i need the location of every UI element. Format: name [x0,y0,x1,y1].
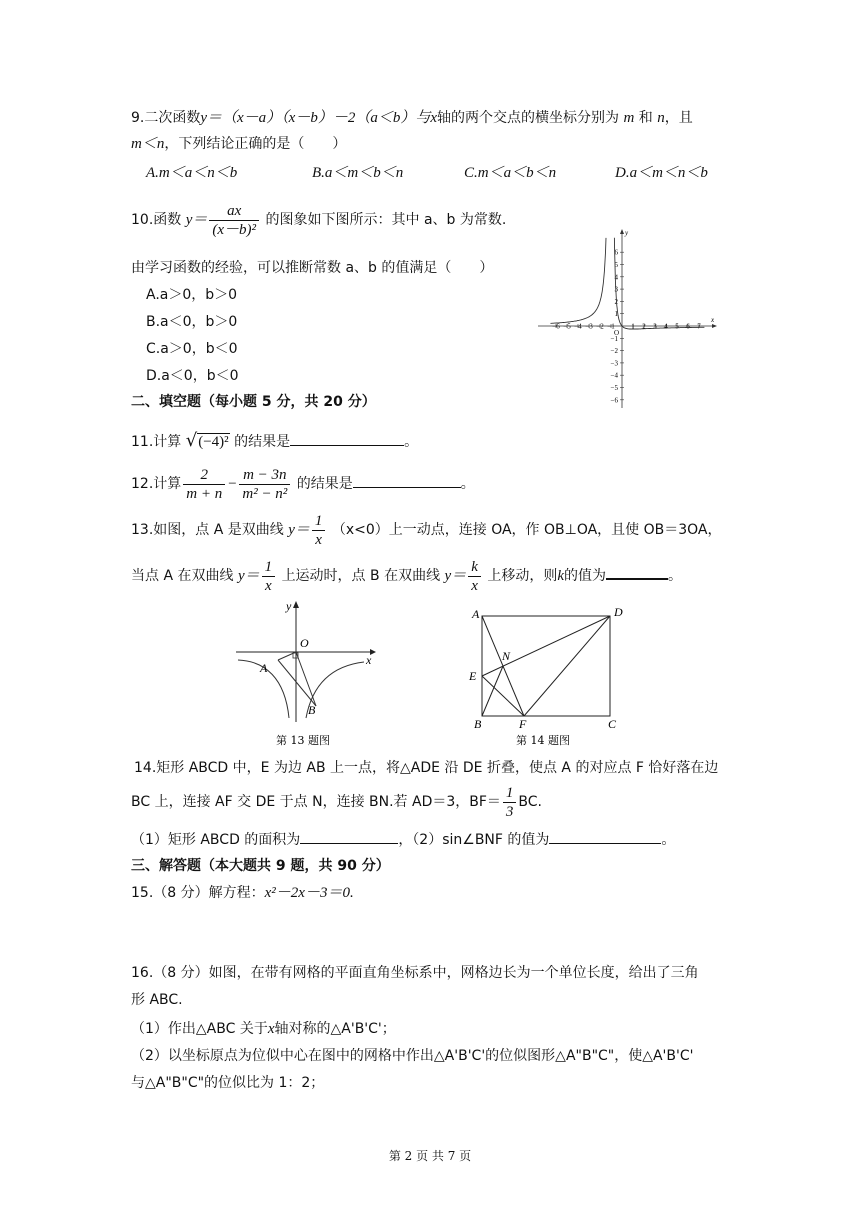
section-3-heading: 三、解答题（本大题共 9 题，共 90 分） [131,858,390,874]
q14-label-b: B [474,717,482,731]
q9-function: y＝（x－a）（x－b）－2（a＜b）与 [200,110,431,126]
q10-denominator: (x－b)² [212,221,257,238]
q16-line5: 与△A"B"C"的位似比为 1：2； [131,1075,325,1091]
q10-curve-left [551,238,607,324]
q9-line2 [131,134,346,154]
q13-fraction-1 [312,512,326,549]
q13-f1-den: x [315,531,322,548]
q15-line [131,883,354,903]
q10-x-arrow-icon [712,324,717,328]
q14-line2 [131,780,542,824]
q13-text2: （x<0）上一动点，连接 OA，作 OB⊥OA，且使 OB＝3OA， [331,522,722,538]
q12-fraction-1 [183,466,225,503]
q14-end: 。 [661,832,676,848]
q10-x-tick-label: −3 [585,322,593,331]
q13-label-x: x [366,653,372,667]
q12-minus: − [227,476,238,492]
q14-segment-ef [482,676,524,716]
q14-line1: 14.矩形 ABCD 中，E 为边 AB 上一点，将△ADE 沿 DE 折叠，使点 A 的对应点 F 恰好落在边 [134,760,719,776]
q13-f2-num: 1 [262,558,276,577]
q12-end: 。 [460,476,475,492]
q9-x: x [430,110,438,126]
q10-fraction [209,202,259,239]
q11-prefix: 11.计算 [131,434,182,450]
q10-option-b: B.a＜0，b＞0 [146,314,238,330]
q13-f1-num: 1 [312,512,326,531]
q13-fraction-3 [468,558,481,595]
q14-part1: （1）矩形 ABCD 的面积为 [131,832,301,848]
q10-y-tick-label: 3 [614,285,618,294]
q14-label-e: E [469,669,477,683]
q10-x-label: x [711,316,715,324]
q10-y-tick-label: 5 [614,261,618,269]
q13-line2 [131,554,682,598]
q10-graph [534,226,724,412]
q10-y-tick-label: −3 [610,359,618,368]
section-2-heading: 二、填空题（每小题 5 分，共 20 分） [131,394,376,410]
q12-line [131,462,475,506]
q10-prefix: 10.函数 [131,212,182,228]
q9-option-a: A.m＜a＜n＜b [146,165,238,181]
q10-x-tick-label: −1 [607,322,615,331]
q10-y-tick-label: −2 [610,347,618,356]
q10-option-c: C.a＞0，b＜0 [146,341,238,357]
q14-label-d: D [614,605,623,619]
q10-y-arrow-icon [620,229,624,234]
q14-segment-bn [482,666,503,716]
q15-prefix: 15.（8 分）解方程： [131,885,265,901]
q10-x-tick-label: 5 [675,322,679,331]
q13-figure [230,598,380,748]
q14-line3 [131,829,675,850]
q16-x: x [267,1021,275,1037]
q13-k: k [557,568,564,584]
q10-y-label: y [625,229,629,237]
q13-y2: y＝ [237,568,260,584]
q10-curve [551,238,705,329]
q10-y-tick-label: −6 [610,396,618,405]
q15-equation: x²－2x－3＝0. [264,885,354,901]
q13-label-b: B [308,703,316,717]
q10-option-d: D.a＜0，b＜0 [146,368,239,384]
q10-y-tick-label: −5 [610,384,618,392]
q10-x-tick-label: 1 [631,322,635,331]
q10-y-tick-label: 1 [614,310,618,319]
q10-y-tick-label: 2 [614,297,618,306]
q11-radicand: (−4)² [198,434,229,450]
q14-label-f: F [519,717,527,731]
page-footer: 第 2 页 共 7 页 [388,1149,472,1163]
q14-label-c: C [608,717,617,731]
q14-f-den: 3 [505,803,514,820]
q13-y1: y＝ [288,522,310,538]
q13-f2-den: x [265,577,272,594]
q13-label-o: O [300,636,309,650]
q13-caption: 第 13 题图 [276,734,330,747]
q9-condition: m＜n [131,136,165,152]
q13-fraction-2 [262,558,276,595]
q13-y3: y＝ [444,568,467,584]
q10-axes [538,229,717,408]
q16-line4: （2）以坐标原点为位似中心在图中的网格中作出△A'B'C'的位似图形△A"B"C"，使△A'B'C' [131,1048,694,1064]
q12-suffix: 的结果是 [296,476,353,492]
q14-text1: BC 上，连接 AF 交 DE 于点 N，连接 BN.若 AD＝3，BF＝ [131,794,501,810]
q9-text: 9.二次函数 [131,110,201,126]
q13-f3-den: x [471,577,478,594]
q9-m: m [623,110,635,126]
q10-curve-right [614,238,704,329]
q9-option-b: B.a＜m＜b＜n [312,165,404,181]
q14-f-num: 1 [503,784,517,803]
q16-line2: 形 ABC. [131,992,183,1008]
q13-text6: 的值为 [564,568,606,584]
q16-text2: 轴对称的△A'B'C'； [274,1021,396,1037]
sqrt-icon: √ [185,430,198,451]
q9-text3: ，且 [664,110,693,126]
q12-f2-denominator: m² − n² [242,485,288,502]
q12-fraction-2 [239,466,290,503]
q11-suffix: 的结果是 [234,434,291,450]
q13-text1: 13.如图，点 A 是双曲线 [131,522,284,538]
q10-x-tick-label: −4 [574,322,582,331]
q13-label-a: A [260,661,268,675]
q10-x-tick-label: 4 [664,322,668,331]
q11-answer-blank[interactable] [290,431,404,446]
q11-line [131,428,418,455]
q14-segment-de [482,616,610,676]
q14-segment-df [524,616,610,716]
q9-prompt: ，下列结论正确的是（ ） [164,136,347,152]
q13-answer-blank[interactable] [606,564,668,580]
q13-segment-ob [296,652,316,706]
q13-text3: 当点 A 在双曲线 [131,568,234,584]
q10-line1 [131,198,506,242]
q13-segment-ab [278,660,316,706]
q10-y-tick-label: −4 [610,371,618,380]
q14-fraction [503,784,517,821]
q16-text1: （1）作出△ABC 关于 [131,1021,268,1037]
q12-f1-denominator: m + n [186,485,223,502]
q14-part2: ，（2）sin∠BNF 的值为 [398,832,550,848]
q10-x-tick-label: 2 [642,322,646,331]
q11-end: 。 [404,434,419,450]
q13-text4: 上运动时，点 B 在双曲线 [281,568,441,584]
q10-x-tick-label: −6 [552,322,560,331]
q14-figure [464,602,634,748]
q12-f1-numerator: 2 [183,466,225,485]
q10-y-tick-label: −1 [610,334,618,343]
q12-prefix: 12.计算 [131,476,182,492]
q10-x-tick-label: 7 [697,322,701,331]
q14-area-blank[interactable] [300,829,398,844]
q13-text5: 上移动，则 [487,568,558,584]
q16-line3 [131,1019,396,1039]
q10-x-tick-label: −2 [596,322,604,331]
q10-y-tick-label: 6 [614,248,618,257]
q14-rectangle [482,616,610,716]
q13-y-arrow-icon [293,601,299,608]
q14-caption: 第 14 题图 [516,734,570,747]
q9-n: n [657,110,665,126]
q14-sin-blank[interactable] [549,829,661,844]
q9-line1 [131,108,693,128]
q10-x-tick-label: 3 [653,322,657,331]
q10-y-tick-label: 4 [614,273,618,282]
q13-label-y: y [286,599,292,613]
q10-x-tick-label: −5 [563,322,571,331]
q10-numerator: ax [209,202,259,221]
q10-line2: 由学习函数的经验，可以推断常数 a、b 的值满足（ ） [131,260,494,276]
q9-option-d: D.a＜m＜n＜b [615,165,708,181]
q12-answer-blank[interactable] [353,473,461,488]
q9-text2: 轴的两个交点的横坐标分别为 [437,110,620,126]
q14-label-n: N [502,649,511,663]
q10-option-a: A.a＞0，b＞0 [146,287,238,303]
q12-f2-numerator: m − 3n [239,466,290,485]
q13-end: 。 [668,568,682,584]
q9-and: 和 [638,110,653,126]
q13-f3-num: k [468,558,481,577]
q10-suffix: 的图象如下图所示：其中 a、b 为常数. [265,212,507,228]
q14-text2: BC. [518,794,543,810]
q13-line1 [131,508,722,552]
q9-option-c: C.m＜a＜b＜n [464,165,557,181]
q14-label-a: A [472,607,480,621]
q10-y: y＝ [185,212,208,228]
q10-x-tick-label: 6 [686,322,690,331]
q10-origin-label: O [614,329,620,337]
q16-line1: 16.（8 分）如图，在带有网格的平面直角坐标系中，网格边长为一个单位长度，给出了三角 [131,965,699,981]
